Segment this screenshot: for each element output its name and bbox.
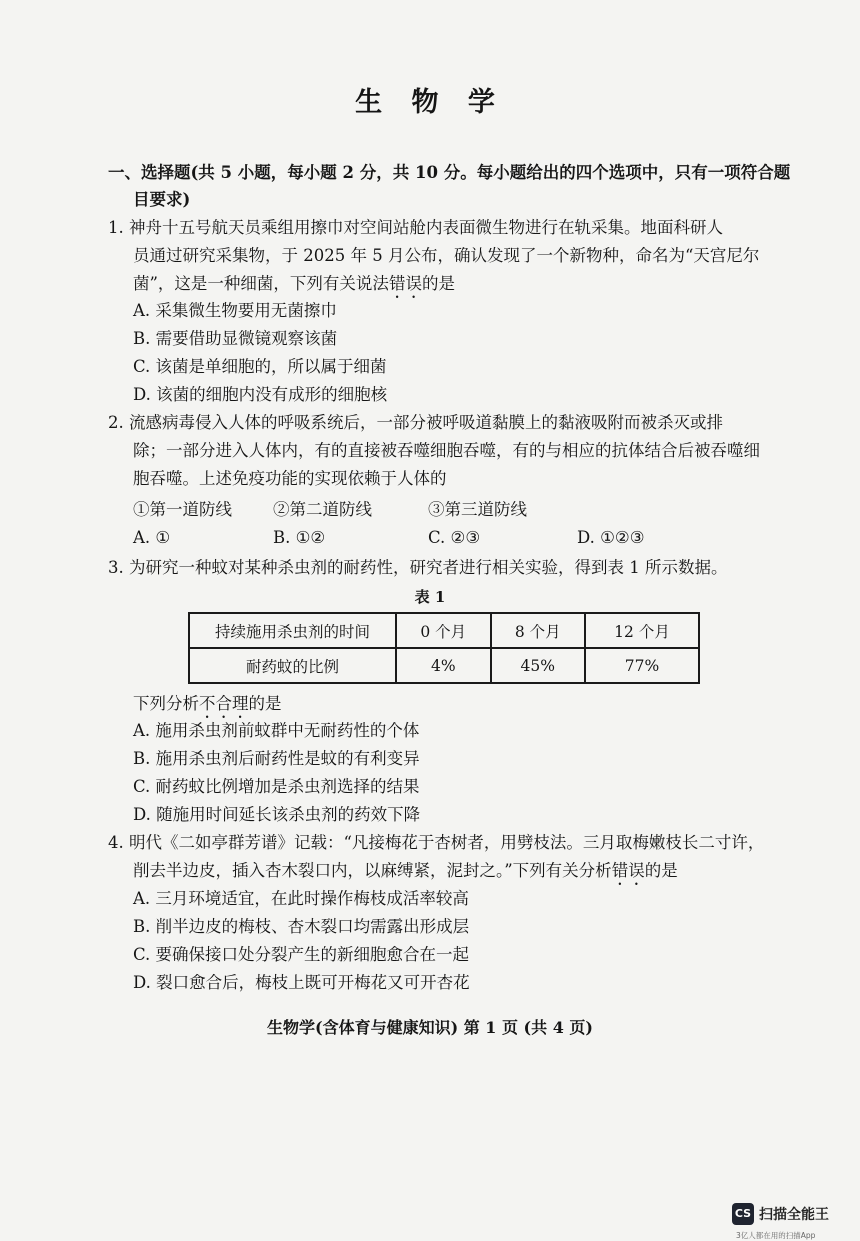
q2-option-d: D. ①②③ <box>577 528 645 547</box>
q4-stem-text: 削去半边皮，插入杏木裂口内，以麻缚紧，泥封之。”下列有关分析 <box>133 861 612 880</box>
q3-stem-line-1: 3. 为研究一种蚊对某种杀虫剂的耐药性，研究者进行相关实验，得到表 1 所示数据。 <box>108 558 728 577</box>
q1-stem-line-3 <box>133 273 455 302</box>
table-caption: 表 1 <box>414 588 446 606</box>
table-cell: 77% <box>585 648 699 683</box>
section-heading-line-2: 目要求) <box>133 190 191 209</box>
table-row <box>189 613 699 648</box>
watermark-name: 扫描全能王 <box>759 1207 829 1223</box>
q4-stem-line-1: 4. 明代《二如亭群芳谱》记载：“凡接梅花于杏树者，用劈枝法。三月取梅嫩枝长二寸许， <box>108 833 765 852</box>
q2-stem-line-3: 胞吞噬。上述免疫功能的实现依赖于人体的 <box>133 469 447 488</box>
q2-option-a: A. ① <box>133 528 171 547</box>
q3-option-b: B. 施用杀虫剂后耐药性是蚊的有利变异 <box>133 749 420 768</box>
q3-emphasis: 不合理 <box>199 694 249 713</box>
q2-stem-line-2: 除；一部分进入人体内，有的直接被吞噬细胞吞噬，有的与相应的抗体结合后被吞噬细 <box>133 441 760 460</box>
page-footer: 生物学(含体育与健康知识) 第 1 页 (共 4 页) <box>267 1018 593 1037</box>
q1-option-d: D. 该菌的细胞内没有成形的细胞核 <box>133 385 388 404</box>
q2-stem-line-1: 2. 流感病毒侵入人体的呼吸系统后，一部分被呼吸道黏膜上的黏液吸附而被杀灭或排 <box>108 413 723 432</box>
q4-option-d: D. 裂口愈合后，梅枝上既可开梅花又可开杏花 <box>133 973 470 992</box>
table-cell: 0 个月 <box>396 613 491 648</box>
q4-option-c: C. 要确保接口处分裂产生的新细胞愈合在一起 <box>133 945 470 964</box>
table-cell: 持续施用杀虫剂的时间 <box>189 613 396 648</box>
q2-item-3: ③第三道防线 <box>428 500 527 519</box>
q1-stem-line-1: 1. 神舟十五号航天员乘组用擦巾对空间站舱内表面微生物进行在轨采集。地面科研人 <box>108 218 723 237</box>
q4-stem-end: 的是 <box>644 861 678 880</box>
q3-option-c: C. 耐药蚊比例增加是杀虫剂选择的结果 <box>133 777 420 796</box>
q2-option-c: C. ②③ <box>428 528 481 547</box>
q1-stem-line-2: 员通过研究采集物，于 2025 年 5 月公布，确认发现了一个新物种，命名为“天宫尼尔 <box>133 246 760 265</box>
table-cell: 12 个月 <box>585 613 699 648</box>
q4-stem-line-2 <box>133 860 678 889</box>
q3-option-a: A. 施用杀虫剂前蚊群中无耐药性的个体 <box>133 721 420 740</box>
table-cell: 8 个月 <box>491 613 586 648</box>
table-cell: 45% <box>491 648 586 683</box>
page-title: 生 物 学 <box>355 87 505 118</box>
q3-option-d: D. 随施用时间延长该杀虫剂的药效下降 <box>133 805 421 824</box>
q2-item-1: ①第一道防线 <box>133 500 232 519</box>
q1-stem-end: 的是 <box>421 274 455 293</box>
watermark-subtitle: 3亿人都在用的扫描App <box>736 1231 816 1240</box>
q4-emphasis: 错误 <box>611 861 645 880</box>
camscanner-logo-icon: CS <box>732 1203 754 1225</box>
q3-stem-text: 下列分析 <box>133 694 199 713</box>
section-heading-line-1: 一、选择题(共 5 小题，每小题 2 分，共 10 分。每小题给出的四个选项中，只有一项符合题 <box>108 163 791 182</box>
q4-option-b: B. 削半边皮的梅枝、杏木裂口均需露出形成层 <box>133 917 470 936</box>
data-table <box>188 612 700 684</box>
q1-stem-text: 菌”，这是一种细菌，下列有关说法 <box>133 274 389 293</box>
q2-option-b: B. ①② <box>273 528 326 547</box>
table-cell: 耐药蚊的比例 <box>189 648 396 683</box>
q4-option-a: A. 三月环境适宜，在此时操作梅枝成活率较高 <box>133 889 469 908</box>
q3-stem-end: 的是 <box>248 694 282 713</box>
table-cell: 4% <box>396 648 491 683</box>
q1-option-a: A. 采集微生物要用无菌擦巾 <box>133 301 337 320</box>
q1-option-c: C. 该菌是单细胞的，所以属于细菌 <box>133 357 387 376</box>
q1-option-b: B. 需要借助显微镜观察该菌 <box>133 329 338 348</box>
q3-stem-line-2 <box>133 693 282 722</box>
q1-emphasis: 错误 <box>388 274 422 293</box>
table-row <box>189 648 699 683</box>
q2-item-2: ②第二道防线 <box>273 500 372 519</box>
